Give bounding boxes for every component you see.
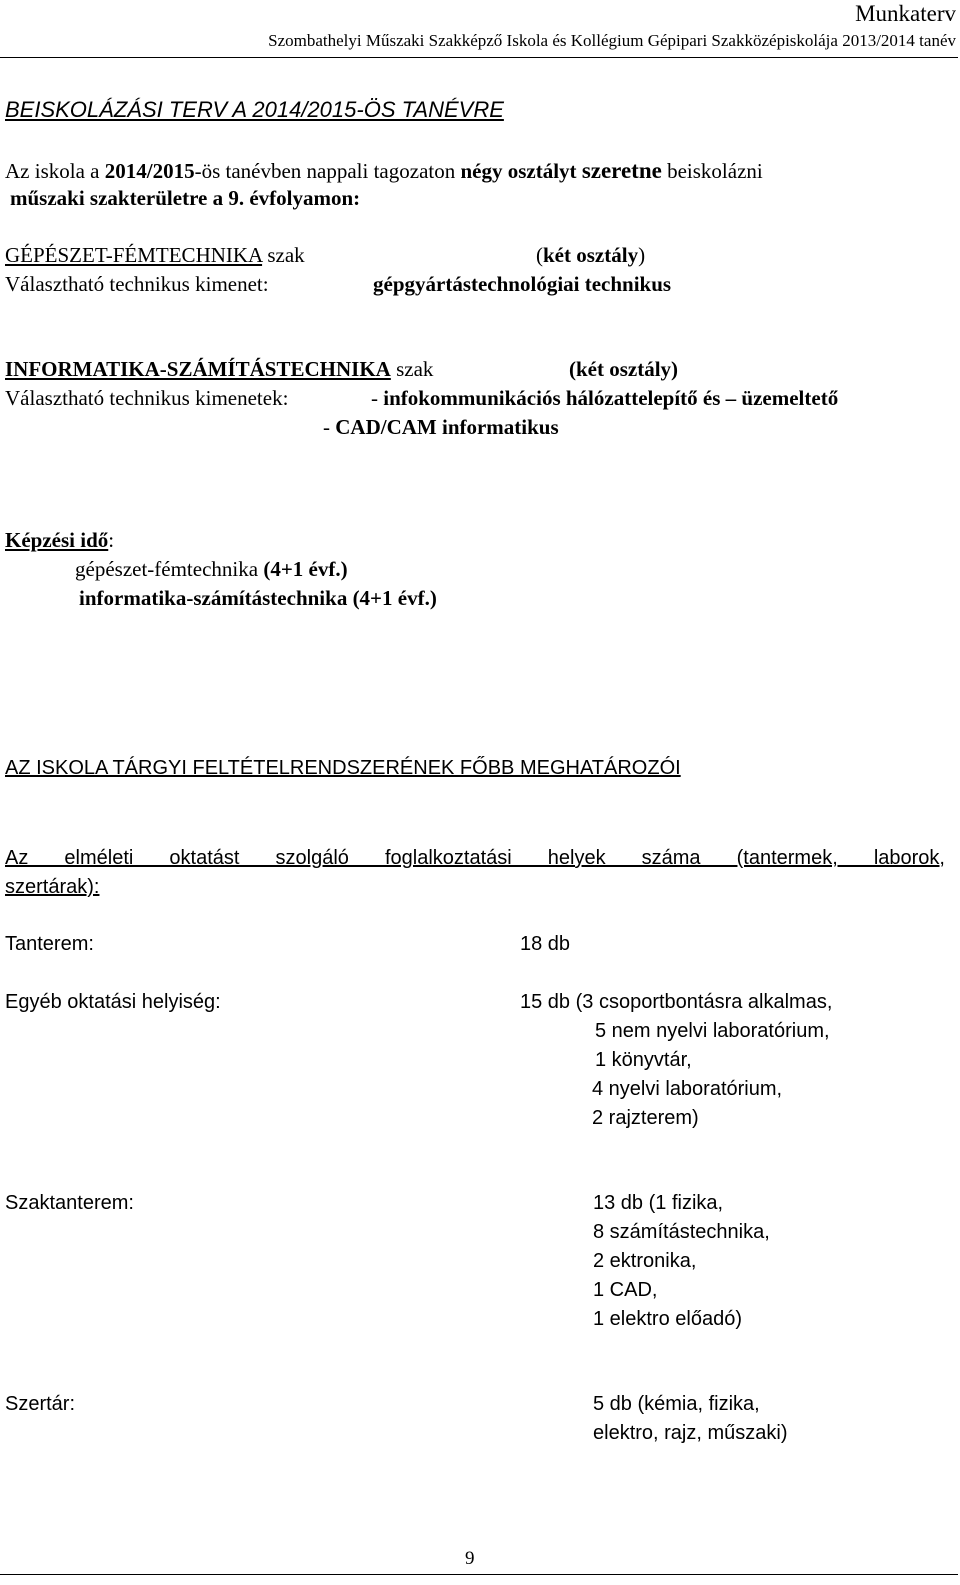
gepeszet-kimenet-label: Választható technikus kimenet:: [5, 272, 269, 296]
kepzesi-ido-gepeszet: gépészet-fémtechnika (4+1 évf.): [75, 557, 348, 581]
informatika-kimenet-1: - infokommunikációs hálózattelepítő és – üzemeltető: [371, 386, 839, 410]
page-number: 9: [465, 1548, 475, 1569]
intro-wants: szeretne: [581, 158, 662, 183]
egyeb-line: 15 db (3 csoportbontásra alkalmas,: [520, 991, 833, 1013]
szaktanterem-label: Szaktanterem:: [5, 1192, 134, 1214]
gepeszet-szak: szak: [262, 243, 305, 267]
plan-intro-line2: műszaki szakterületre a 9. évfolyamon:: [10, 186, 361, 210]
szertar-label: Szertár:: [5, 1393, 76, 1415]
header-title: Munkaterv: [855, 1, 956, 26]
informatika-name: INFORMATIKA-SZÁMÍTÁSTECHNIKA: [5, 357, 391, 381]
egyeb-line: 2 rajzterem): [592, 1107, 699, 1129]
informatika-title: [5, 357, 433, 382]
tanterem-value: 18 db: [520, 933, 571, 955]
egyeb-line: 5 nem nyelvi laboratórium,: [595, 1020, 830, 1042]
tanterem-label: Tanterem:: [5, 933, 94, 955]
footer-divider: [0, 1574, 958, 1575]
gepeszet-title: [5, 243, 305, 268]
szaktanterem-line: 2 ektronika,: [593, 1250, 697, 1272]
intro-text-4: beiskolázni: [661, 159, 763, 183]
plan-heading: BEISKOLÁZÁSI TERV A 2014/2015-ÖS TANÉVRE: [5, 97, 504, 122]
egyeb-line: 1 könyvtár,: [595, 1049, 692, 1071]
header-divider: [0, 57, 958, 58]
conditions-intro-line2: szertárak):: [5, 876, 100, 898]
kepzesi-ido-heading: Képzési idő:: [5, 528, 115, 552]
informatika-classes: (két osztály): [569, 357, 679, 381]
szaktanterem-line: 13 db (1 fizika,: [593, 1192, 724, 1214]
szertar-line: elektro, rajz, műszaki): [593, 1422, 788, 1444]
egyeb-label: Egyéb oktatási helyiség:: [5, 991, 221, 1013]
informatika-kimenetek-label: Választható technikus kimenetek:: [5, 386, 289, 410]
szaktanterem-line: 8 számítástechnika,: [593, 1221, 770, 1243]
szaktanterem-line: 1 CAD,: [593, 1279, 658, 1301]
conditions-intro-line1: Az elméleti oktatást szolgáló foglalkoztatási helyek száma (tantermek, laborok,: [5, 847, 945, 869]
kepzesi-ido-informatika: informatika-számítástechnika (4+1 évf.): [79, 586, 437, 610]
intro-class-count: négy osztályt: [460, 159, 577, 183]
szertar-line: 5 db (kémia, fizika,: [593, 1393, 760, 1415]
informatika-szak: szak: [390, 357, 434, 381]
intro-text-1: Az iskola a: [5, 159, 105, 183]
informatika-kimenet-2: - CAD/CAM informatikus: [323, 415, 559, 439]
intro-text-2: -ös tanévben nappali tagozaton: [194, 159, 461, 183]
header-subtitle: Szombathelyi Műszaki Szakképző Iskola és Kollégium Gépipari Szakközépiskolája 2013/2014 tanév: [268, 31, 956, 50]
conditions-heading: AZ ISKOLA TÁRGYI FELTÉTELRENDSZERÉNEK FŐBB MEGHATÁROZÓI: [5, 757, 681, 779]
plan-intro-line1: [5, 158, 763, 184]
gepeszet-name: GÉPÉSZET-FÉMTECHNIKA: [5, 243, 263, 267]
szaktanterem-line: 1 elektro előadó): [593, 1308, 742, 1330]
intro-year: 2014/2015: [104, 159, 195, 183]
gepeszet-classes: (két osztály): [536, 243, 646, 267]
gepeszet-kimenet: gépgyártástechnológiai technikus: [373, 272, 672, 296]
egyeb-line: 4 nyelvi laboratórium,: [592, 1078, 783, 1100]
